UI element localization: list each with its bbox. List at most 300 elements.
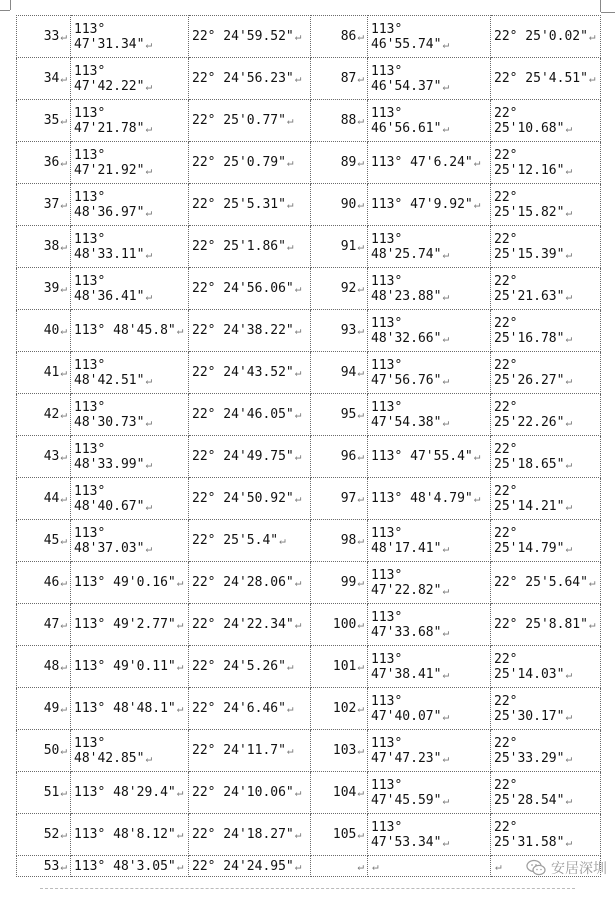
point-number-cell [311, 604, 368, 646]
point-number-text: 48 [43, 659, 60, 674]
paragraph-mark: ↵ [442, 79, 450, 93]
point-number-text: 39 [43, 281, 60, 296]
paragraph-mark: ↵ [565, 205, 573, 219]
paragraph-mark: ↵ [176, 786, 184, 799]
latitude-cell [491, 520, 601, 562]
point-number-text: 91 [340, 239, 357, 254]
latitude-text: 22° 25'0.77" [192, 113, 286, 128]
latitude-text: 22° 25'0.02" [494, 29, 588, 44]
longitude-cell [71, 352, 189, 394]
paragraph-mark: ↵ [473, 198, 481, 211]
paragraph-mark: ↵ [357, 828, 364, 841]
paragraph-mark: ↵ [565, 415, 573, 429]
latitude-text: 22° 24'38.22" [192, 323, 294, 338]
point-number-cell [311, 730, 368, 772]
point-number-cell [17, 394, 71, 436]
latitude-cell [189, 772, 311, 814]
longitude-cell [71, 310, 189, 352]
wechat-icon [526, 859, 546, 877]
paragraph-mark: ↵ [60, 282, 67, 295]
latitude-text: 22° 24'56.23" [192, 71, 294, 86]
point-number-text: 45 [43, 533, 60, 548]
paragraph-mark: ↵ [357, 366, 364, 379]
paragraph-mark: ↵ [60, 198, 67, 211]
paragraph-mark: ↵ [145, 457, 153, 471]
paragraph-mark: ↵ [60, 576, 67, 589]
point-number-cell [311, 394, 368, 436]
longitude-text: 113° 47'54.38" [371, 399, 442, 430]
longitude-cell [71, 58, 189, 100]
point-number-cell [17, 772, 71, 814]
longitude-text: 113° 47'6.24" [371, 155, 473, 170]
paragraph-mark: ↵ [357, 744, 364, 757]
latitude-text: 22° 25'5.64" [494, 575, 588, 590]
latitude-cell [491, 268, 601, 310]
longitude-cell [71, 394, 189, 436]
longitude-cell [71, 478, 189, 520]
point-number-cell [17, 226, 71, 268]
paragraph-mark: ↵ [565, 709, 573, 723]
longitude-cell [368, 688, 491, 730]
point-number-text: 98 [340, 533, 357, 548]
longitude-cell [71, 772, 189, 814]
longitude-cell [368, 646, 491, 688]
latitude-cell [491, 100, 601, 142]
longitude-text: 113° 47'9.92" [371, 197, 473, 212]
point-number-text: 52 [43, 827, 60, 842]
point-number-text: 34 [43, 71, 60, 86]
paragraph-mark: ↵ [286, 156, 294, 169]
point-number-cell [311, 352, 368, 394]
paragraph-mark: ↵ [294, 786, 302, 799]
paragraph-mark: ↵ [60, 492, 67, 505]
point-number-text: 46 [43, 575, 60, 590]
paragraph-mark: ↵ [145, 289, 153, 303]
paragraph-mark: ↵ [145, 541, 153, 555]
longitude-text: 113° 47'42.22" [74, 63, 145, 94]
latitude-cell [491, 646, 601, 688]
paragraph-mark: ↵ [286, 114, 294, 127]
point-number-cell [311, 436, 368, 478]
paragraph-mark: ↵ [145, 121, 153, 135]
point-number-text: 101 [332, 659, 357, 674]
latitude-text: 22° 25'8.81" [494, 617, 588, 632]
longitude-text: 113° 48'4.79" [371, 491, 473, 506]
paragraph-mark: ↵ [60, 408, 67, 421]
point-number-cell [311, 772, 368, 814]
latitude-cell [491, 814, 601, 856]
point-number-text: 94 [340, 365, 357, 380]
longitude-cell [71, 814, 189, 856]
longitude-cell [368, 226, 491, 268]
paragraph-mark: ↵ [357, 240, 364, 253]
paragraph-mark: ↵ [286, 198, 294, 211]
longitude-text: 113° 47'45.59" [371, 777, 442, 808]
paragraph-mark: ↵ [442, 835, 450, 849]
point-number-cell [17, 58, 71, 100]
paragraph-mark: ↵ [588, 30, 596, 43]
longitude-text: 113° 47'47.23" [371, 735, 442, 766]
paragraph-mark: ↵ [357, 660, 364, 673]
table-row [17, 646, 601, 688]
paragraph-mark: ↵ [60, 534, 67, 547]
longitude-cell [71, 730, 189, 772]
longitude-cell [368, 772, 491, 814]
point-number-text: 96 [340, 449, 357, 464]
longitude-text: 113° 47'38.41" [371, 651, 442, 682]
latitude-text: 22° 24'22.34" [192, 617, 294, 632]
paragraph-mark: ↵ [565, 499, 573, 513]
coordinates-table [16, 15, 601, 877]
paragraph-mark: ↵ [565, 289, 573, 303]
point-number-text: 40 [43, 323, 60, 338]
paragraph-mark: ↵ [145, 79, 153, 93]
point-number-cell [311, 688, 368, 730]
latitude-cell [491, 226, 601, 268]
latitude-cell [189, 646, 311, 688]
table-row [17, 352, 601, 394]
longitude-text: 113° 46'55.74" [371, 21, 442, 52]
paragraph-mark: ↵ [60, 450, 67, 463]
latitude-cell [491, 142, 601, 184]
paragraph-mark: ↵ [473, 156, 481, 169]
paragraph-mark: ↵ [442, 121, 450, 135]
paragraph-mark: ↵ [176, 660, 184, 673]
paragraph-mark: ↵ [442, 373, 450, 387]
paragraph-mark: ↵ [279, 534, 286, 547]
latitude-text: 22° 25'14.03" [494, 651, 565, 682]
paragraph-mark: ↵ [294, 72, 302, 85]
latitude-text: 22° 25'21.63" [494, 273, 565, 304]
latitude-text: 22° 24'24.95" [192, 858, 294, 874]
paragraph-mark: ↵ [286, 660, 294, 673]
longitude-cell [368, 478, 491, 520]
point-number-text: 86 [340, 29, 357, 44]
table-row [17, 436, 601, 478]
paragraph-mark: ↵ [357, 859, 364, 873]
longitude-text: 113° 48'42.85" [74, 735, 145, 766]
longitude-cell [71, 226, 189, 268]
paragraph-mark: ↵ [60, 786, 67, 799]
point-number-cell [311, 16, 368, 58]
point-number-cell [17, 310, 71, 352]
paragraph-mark: ↵ [442, 247, 450, 261]
latitude-cell [189, 16, 311, 58]
longitude-text: 113° 47'21.78" [74, 105, 145, 136]
point-number-text: 93 [340, 323, 357, 338]
latitude-cell [491, 772, 601, 814]
point-number-text: 51 [43, 785, 60, 800]
paragraph-mark: ↵ [145, 247, 153, 261]
paragraph-mark: ↵ [176, 618, 184, 631]
latitude-text: 22° 25'26.27" [494, 357, 565, 388]
latitude-cell [491, 394, 601, 436]
longitude-text: 113° 47'40.07" [371, 693, 442, 724]
table-row [17, 604, 601, 646]
paragraph-mark: ↵ [176, 828, 184, 841]
latitude-cell [189, 352, 311, 394]
paragraph-mark: ↵ [565, 751, 573, 765]
paragraph-mark: ↵ [294, 576, 302, 589]
latitude-text: 22° 24'5.26" [192, 659, 286, 674]
paragraph-mark: ↵ [145, 373, 153, 387]
table-row [17, 478, 601, 520]
latitude-text: 22° 25'5.4" [192, 533, 279, 548]
latitude-text: 22° 24'11.7" [192, 743, 286, 758]
point-number-text: 50 [43, 743, 60, 758]
paragraph-mark: ↵ [145, 499, 153, 513]
table-row [17, 310, 601, 352]
latitude-cell [491, 604, 601, 646]
paragraph-mark: ↵ [60, 660, 67, 673]
paragraph-mark: ↵ [145, 751, 153, 765]
point-number-text: 49 [43, 701, 60, 716]
longitude-text: 113° 48'30.73" [74, 399, 145, 430]
page-corner-mark [601, 12, 615, 13]
point-number-text: 88 [340, 113, 357, 128]
point-number-text: 33 [43, 29, 60, 44]
latitude-text: 22° 24'28.06" [192, 575, 294, 590]
point-number-cell [17, 352, 71, 394]
point-number-cell [17, 100, 71, 142]
watermark [526, 858, 607, 878]
paragraph-mark: ↵ [442, 37, 450, 51]
longitude-text: 113° 48'48.1" [74, 701, 176, 716]
latitude-cell [491, 16, 601, 58]
point-number-cell [311, 814, 368, 856]
table-row [17, 520, 601, 562]
paragraph-mark: ↵ [60, 618, 67, 631]
paragraph-mark: ↵ [294, 618, 302, 631]
point-number-cell [311, 100, 368, 142]
paragraph-mark: ↵ [442, 289, 450, 303]
table-row [17, 562, 601, 604]
latitude-cell [491, 436, 601, 478]
table-row [17, 688, 601, 730]
longitude-cell [368, 268, 491, 310]
longitude-text: 113° 48'25.74" [371, 231, 442, 262]
latitude-text: 22° 24'46.05" [192, 407, 294, 422]
longitude-text: 113° 48'42.51" [74, 357, 145, 388]
point-number-cell [311, 310, 368, 352]
longitude-cell [368, 352, 491, 394]
point-number-text: 92 [340, 281, 357, 296]
longitude-cell [368, 436, 491, 478]
paragraph-mark: ↵ [357, 702, 364, 715]
paragraph-mark: ↵ [60, 30, 67, 43]
paragraph-mark: ↵ [442, 415, 450, 429]
point-number-cell [311, 562, 368, 604]
latitude-text: 22° 25'15.82" [494, 189, 565, 220]
latitude-text: 22° 25'5.31" [192, 197, 286, 212]
longitude-text: 113° 47'56.76" [371, 357, 442, 388]
longitude-cell [368, 520, 491, 562]
longitude-cell [71, 16, 189, 58]
longitude-text: 113° 48'29.4" [74, 785, 176, 800]
longitude-cell [368, 184, 491, 226]
paragraph-mark: ↵ [60, 156, 67, 169]
page-corner-mark [10, 0, 11, 10]
paragraph-mark: ↵ [145, 163, 153, 177]
point-number-cell [311, 520, 368, 562]
paragraph-mark: ↵ [357, 534, 364, 547]
table-row [17, 268, 601, 310]
latitude-text: 22° 24'49.75" [192, 449, 294, 464]
latitude-text: 22° 24'50.92" [192, 491, 294, 506]
paragraph-mark: ↵ [442, 667, 450, 681]
latitude-cell [189, 226, 311, 268]
latitude-cell [491, 562, 601, 604]
point-number-text: 41 [43, 365, 60, 380]
point-number-text: 104 [332, 785, 357, 800]
paragraph-mark: ↵ [60, 828, 67, 841]
watermark-text: 安居深圳 [551, 861, 607, 877]
paragraph-mark: ↵ [357, 576, 364, 589]
longitude-cell [368, 604, 491, 646]
latitude-cell [189, 814, 311, 856]
table-row [17, 16, 601, 58]
latitude-text: 22° 25'33.29" [494, 735, 565, 766]
longitude-text: 113° 47'22.82" [371, 567, 442, 598]
table-row [17, 772, 601, 814]
point-number-text: 103 [332, 743, 357, 758]
point-number-text: 87 [340, 71, 357, 86]
longitude-cell [368, 394, 491, 436]
longitude-cell [71, 436, 189, 478]
latitude-cell [491, 352, 601, 394]
table-row [17, 730, 601, 772]
point-number-text: 42 [43, 407, 60, 422]
paragraph-mark: ↵ [588, 576, 596, 589]
paragraph-mark: ↵ [565, 835, 573, 849]
longitude-text: 113° 47'53.34" [371, 819, 442, 850]
point-number-cell [311, 184, 368, 226]
point-number-cell [311, 268, 368, 310]
point-number-text: 105 [332, 827, 357, 842]
point-number-text: 47 [43, 617, 60, 632]
longitude-cell [71, 142, 189, 184]
paragraph-mark: ↵ [565, 121, 573, 135]
paragraph-mark: ↵ [565, 667, 573, 681]
paragraph-mark: ↵ [176, 859, 184, 873]
longitude-cell [368, 730, 491, 772]
latitude-cell [189, 268, 311, 310]
latitude-text: 22° 25'4.51" [494, 71, 588, 86]
paragraph-mark: ↵ [357, 156, 364, 169]
point-number-text: 89 [340, 155, 357, 170]
latitude-text: 22° 25'22.26" [494, 399, 565, 430]
paragraph-mark: ↵ [357, 786, 364, 799]
paragraph-mark: ↵ [60, 702, 67, 715]
longitude-text: 113° 49'0.11" [74, 659, 176, 674]
paragraph-mark: ↵ [294, 30, 302, 43]
paragraph-mark: ↵ [442, 541, 450, 555]
point-number-text: 37 [43, 197, 60, 212]
latitude-cell [189, 856, 311, 877]
paragraph-mark: ↵ [442, 709, 450, 723]
latitude-cell [189, 478, 311, 520]
point-number-cell [17, 184, 71, 226]
paragraph-mark: ↵ [176, 576, 184, 589]
longitude-text: 113° 47'55.4" [371, 449, 473, 464]
latitude-cell [189, 142, 311, 184]
paragraph-mark: ↵ [294, 828, 302, 841]
paragraph-mark: ↵ [357, 30, 364, 43]
paragraph-mark: ↵ [357, 114, 364, 127]
paragraph-mark: ↵ [357, 282, 364, 295]
longitude-text: 113° 47'31.34" [74, 21, 145, 52]
point-number-cell [311, 142, 368, 184]
paragraph-mark: ↵ [294, 492, 302, 505]
latitude-cell [491, 310, 601, 352]
table-row [17, 226, 601, 268]
latitude-cell [491, 58, 601, 100]
paragraph-mark: ↵ [60, 859, 67, 873]
point-number-cell [17, 16, 71, 58]
point-number-cell [311, 856, 368, 877]
table-row [17, 814, 601, 856]
paragraph-mark: ↵ [294, 282, 302, 295]
point-number-cell [17, 478, 71, 520]
paragraph-mark: ↵ [286, 744, 294, 757]
paragraph-mark: ↵ [565, 793, 573, 807]
paragraph-mark: ↵ [176, 324, 184, 337]
longitude-cell [71, 268, 189, 310]
latitude-text: 22° 25'14.79" [494, 525, 565, 556]
latitude-text: 22° 24'59.52" [192, 29, 294, 44]
latitude-cell [491, 730, 601, 772]
paragraph-mark: ↵ [473, 492, 481, 505]
longitude-cell [368, 856, 491, 877]
point-number-cell [17, 856, 71, 877]
paragraph-mark: ↵ [60, 72, 67, 85]
latitude-text: 22° 25'16.78" [494, 315, 565, 346]
latitude-text: 22° 24'10.06" [192, 785, 294, 800]
longitude-cell [368, 58, 491, 100]
latitude-cell [189, 310, 311, 352]
paragraph-mark: ↵ [60, 114, 67, 127]
paragraph-mark: ↵ [372, 859, 379, 873]
point-number-text: 53 [43, 858, 60, 874]
paragraph-mark: ↵ [442, 751, 450, 765]
point-number-cell [17, 730, 71, 772]
point-number-text: 102 [332, 701, 357, 716]
paragraph-mark: ↵ [294, 450, 302, 463]
paragraph-mark: ↵ [442, 331, 450, 345]
point-number-text: 44 [43, 491, 60, 506]
point-number-cell [17, 268, 71, 310]
table-row [17, 856, 601, 877]
latitude-cell [491, 478, 601, 520]
latitude-cell [189, 394, 311, 436]
point-number-cell [17, 604, 71, 646]
longitude-text: 113° 48'32.66" [371, 315, 442, 346]
latitude-cell [189, 58, 311, 100]
longitude-text: 113° 48'3.05" [74, 858, 176, 874]
paragraph-mark: ↵ [565, 373, 573, 387]
paragraph-mark: ↵ [495, 859, 502, 873]
paragraph-mark: ↵ [357, 324, 364, 337]
table-row [17, 184, 601, 226]
page-corner-mark [0, 10, 10, 11]
paragraph-mark: ↵ [357, 450, 364, 463]
longitude-cell [71, 688, 189, 730]
latitude-text: 22° 25'10.68" [494, 105, 565, 136]
paragraph-mark: ↵ [565, 541, 573, 555]
paragraph-mark: ↵ [60, 366, 67, 379]
latitude-text: 22° 25'31.58" [494, 819, 565, 850]
longitude-text: 113° 49'2.77" [74, 617, 176, 632]
